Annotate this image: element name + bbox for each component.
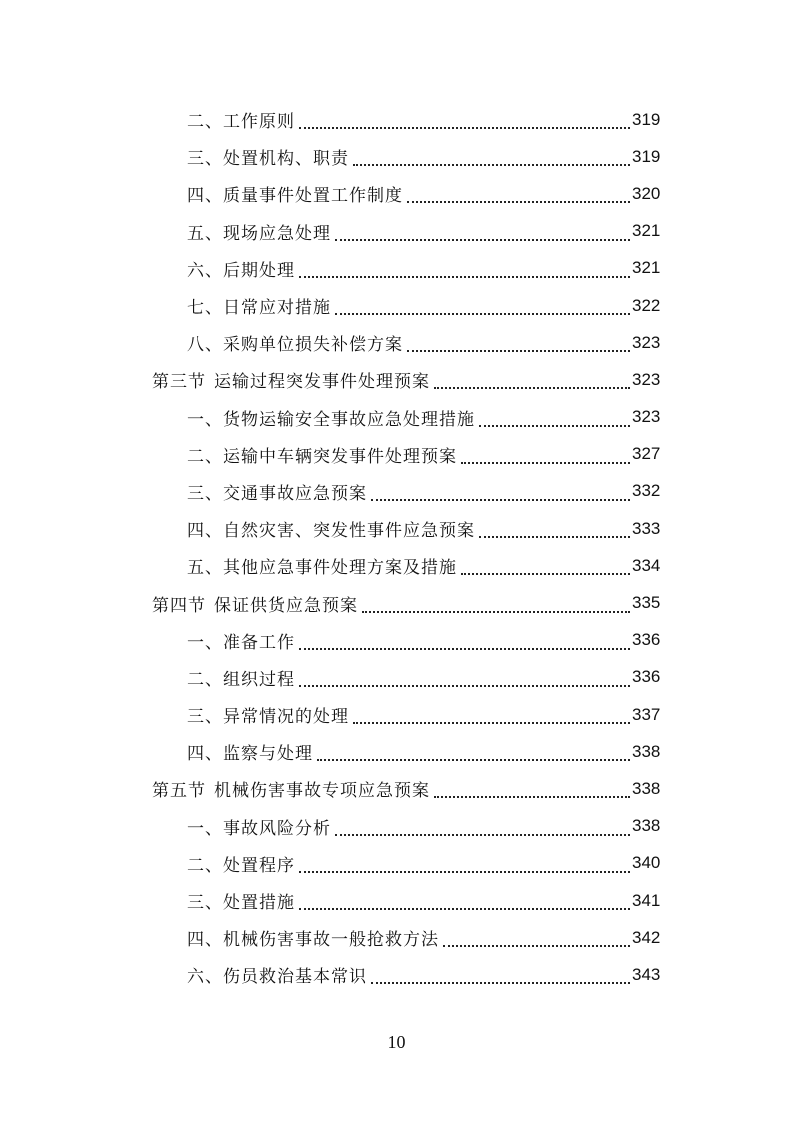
toc-entry-line (187, 888, 672, 913)
toc-entry-page: 338 (632, 741, 661, 761)
toc-entry-title: 机械伤害事故专项应急预案 (214, 781, 430, 802)
dot-leader (362, 610, 630, 613)
toc-entry[interactable] (0, 733, 793, 770)
toc-entry-line (187, 442, 672, 467)
toc-entry-page: 321 (632, 258, 661, 278)
toc-entry-number: 二、 (187, 446, 223, 467)
toc-entry-line (152, 776, 672, 801)
toc-entry[interactable] (0, 250, 793, 287)
toc-entry-number: 三、 (187, 707, 223, 728)
dot-leader (299, 684, 630, 687)
toc-entry-text (187, 888, 295, 913)
toc-entry-number: 八、 (187, 335, 223, 356)
toc-entry-page: 327 (632, 444, 661, 464)
dot-leader (407, 200, 630, 203)
toc-entry-page: 340 (632, 853, 661, 873)
toc-entry-line (187, 925, 672, 950)
toc-entry-number: 一、 (187, 818, 223, 839)
toc-entry[interactable] (0, 696, 793, 733)
toc-entry[interactable] (0, 287, 793, 324)
toc-entry[interactable] (0, 473, 793, 510)
toc-entry[interactable] (0, 101, 793, 138)
dot-leader (299, 275, 630, 278)
toc-entry-number: 六、 (187, 967, 223, 988)
toc-entry-page: 341 (632, 890, 661, 910)
toc-entry-line (187, 405, 672, 430)
toc-entry-text (187, 330, 403, 355)
toc-entry-number: 二、 (187, 855, 223, 876)
dot-leader (479, 535, 630, 538)
toc-entry-title: 其他应急事件处理方案及措施 (223, 558, 457, 579)
toc-entry-line (187, 330, 672, 355)
toc-entry-line (187, 181, 672, 206)
dot-leader (353, 163, 630, 166)
toc-entry-title: 交通事故应急预案 (223, 483, 367, 504)
toc-entry[interactable] (0, 882, 793, 919)
toc-entry-number: 四、 (187, 521, 223, 542)
toc-entry-number: 三、 (187, 483, 223, 504)
dot-leader (371, 981, 630, 984)
toc-entry[interactable] (0, 845, 793, 882)
toc-entry[interactable] (0, 622, 793, 659)
toc-entry[interactable] (0, 547, 793, 584)
toc-entry-page: 336 (632, 667, 661, 687)
dot-leader (335, 238, 630, 241)
toc-entry[interactable] (0, 510, 793, 547)
toc-entry-line (187, 665, 672, 690)
dot-leader (461, 572, 630, 575)
toc-entry-text (187, 181, 403, 206)
toc-entry-text (187, 925, 439, 950)
dot-leader (479, 424, 630, 427)
toc-entry-number: 二、 (187, 669, 223, 690)
toc-entry-text (187, 962, 367, 987)
dot-leader (434, 795, 630, 798)
toc-entry-title: 运输中车辆突发事件处理预案 (223, 446, 457, 467)
toc-entry-page: 321 (632, 221, 661, 241)
toc-entry-number: 五、 (187, 223, 223, 244)
toc-entry-text (187, 665, 295, 690)
toc-entry-text (187, 516, 475, 541)
toc-entry-line (187, 739, 672, 764)
toc-entry-title: 伤员救治基本常识 (223, 967, 367, 988)
toc-entry[interactable] (0, 138, 793, 175)
toc-entry-text (187, 702, 349, 727)
toc-entry-page: 343 (632, 964, 661, 984)
toc-entry-title: 处置措施 (223, 893, 295, 914)
toc-entry-page: 335 (632, 593, 661, 613)
toc-entry-number: 二、 (187, 112, 223, 133)
toc-entry-title: 采购单位损失补偿方案 (223, 335, 403, 356)
toc-entry-page: 332 (632, 481, 661, 501)
toc-entry-number: 五、 (187, 558, 223, 579)
toc-entry-number: 第四节 (152, 595, 206, 616)
toc-entry-text (187, 479, 367, 504)
toc-entry-title: 异常情况的处理 (223, 707, 349, 728)
toc-entry-page: 337 (632, 704, 661, 724)
dot-leader (299, 647, 630, 650)
toc-entry-title: 运输过程突发事件处理预案 (214, 372, 430, 393)
toc-entry[interactable] (0, 399, 793, 436)
toc-entry-page: 323 (632, 332, 661, 352)
toc-entry-text (187, 814, 331, 839)
toc-entry-page: 338 (632, 816, 661, 836)
toc-entry-line (187, 293, 672, 318)
toc-entry-number: 三、 (187, 893, 223, 914)
toc-entry-text (152, 591, 358, 616)
toc-entry[interactable] (0, 213, 793, 250)
toc-entry-number: 四、 (187, 744, 223, 765)
toc-entry-title: 机械伤害事故一般抢救方法 (223, 930, 439, 951)
toc-entry-title: 自然灾害、突发性事件应急预案 (223, 521, 475, 542)
toc-entry-page: 320 (632, 183, 661, 203)
toc-entry-text (187, 851, 295, 876)
toc-entry-number: 四、 (187, 930, 223, 951)
dot-leader (335, 833, 630, 836)
toc-entry-text (187, 293, 331, 318)
toc-entry-page: 336 (632, 630, 661, 650)
toc-entry-page: 334 (632, 555, 661, 575)
toc-entry-text (187, 256, 295, 281)
toc-entry-number: 一、 (187, 632, 223, 653)
toc-entry[interactable] (0, 956, 793, 993)
toc-entry-page: 323 (632, 407, 661, 427)
toc-entry-line (187, 814, 672, 839)
toc-entry-text (152, 776, 430, 801)
toc-entry-text (187, 553, 457, 578)
toc-entry-line (187, 219, 672, 244)
toc-entry-number: 一、 (187, 409, 223, 430)
toc-entry-line (187, 553, 672, 578)
toc-entry-title: 货物运输安全事故应急处理措施 (223, 409, 475, 430)
toc-entry-number: 三、 (187, 149, 223, 170)
toc-entry[interactable] (0, 175, 793, 212)
toc-section-entry[interactable] (0, 361, 793, 398)
toc-entry[interactable] (0, 324, 793, 361)
toc-entry-title: 现场应急处理 (223, 223, 331, 244)
toc-entry-page: 338 (632, 778, 661, 798)
dot-leader (461, 461, 630, 464)
toc-entry-line (187, 256, 672, 281)
toc-entry-title: 质量事件处置工作制度 (223, 186, 403, 207)
toc-entry-page: 319 (632, 146, 661, 166)
toc-entry-text (187, 144, 349, 169)
toc-entry-text (187, 107, 295, 132)
toc-entry-line (187, 702, 672, 727)
toc-entry[interactable] (0, 659, 793, 696)
toc-entry-line (187, 516, 672, 541)
dot-leader (353, 721, 630, 724)
toc-entry-title: 日常应对措施 (223, 298, 331, 319)
toc-entry-number: 六、 (187, 260, 223, 281)
toc-entry-text (187, 739, 313, 764)
toc-entry-number: 第五节 (152, 781, 206, 802)
toc-entry-title: 组织过程 (223, 669, 295, 690)
toc-entry-title: 监察与处理 (223, 744, 313, 765)
toc-entry-text (187, 442, 457, 467)
page-number: 10 (387, 1032, 406, 1052)
toc-entry-title: 处置机构、职责 (223, 149, 349, 170)
toc-entry-title: 后期处理 (223, 260, 295, 281)
toc-entry-line (187, 851, 672, 876)
dot-leader (407, 349, 630, 352)
toc-entry-number: 七、 (187, 298, 223, 319)
toc-entry-line (187, 962, 672, 987)
toc-entry-line (152, 367, 672, 392)
toc-entry-page: 319 (632, 109, 661, 129)
toc-entry-line (187, 628, 672, 653)
dot-leader (317, 758, 630, 761)
dot-leader (335, 312, 630, 315)
dot-leader (371, 498, 630, 501)
toc-entry[interactable] (0, 436, 793, 473)
toc-entry-page: 322 (632, 295, 661, 315)
toc-section-entry[interactable] (0, 770, 793, 807)
dot-leader (299, 907, 630, 910)
toc-entry-text (187, 219, 331, 244)
toc-section-entry[interactable] (0, 584, 793, 621)
toc-entry-line (187, 107, 672, 132)
toc-entry-text (187, 405, 475, 430)
toc-entry-page: 333 (632, 518, 661, 538)
toc-entry-text (152, 367, 430, 392)
toc-entry-title: 工作原则 (223, 112, 295, 133)
dot-leader (443, 944, 630, 947)
toc-entry-line (187, 144, 672, 169)
toc-entry-page: 323 (632, 369, 661, 389)
table-of-contents (0, 101, 793, 994)
dot-leader (299, 126, 630, 129)
toc-entry-title: 事故风险分析 (223, 818, 331, 839)
toc-entry-line (152, 591, 672, 616)
toc-entry[interactable] (0, 808, 793, 845)
toc-entry-text (187, 628, 295, 653)
toc-entry-number: 第三节 (152, 372, 206, 393)
dot-leader (299, 870, 630, 873)
toc-entry[interactable] (0, 919, 793, 956)
toc-entry-title: 保证供货应急预案 (214, 595, 358, 616)
toc-entry-page: 342 (632, 927, 661, 947)
toc-entry-title: 准备工作 (223, 632, 295, 653)
toc-entry-number: 四、 (187, 186, 223, 207)
toc-entry-title: 处置程序 (223, 855, 295, 876)
toc-entry-line (187, 479, 672, 504)
dot-leader (434, 386, 630, 389)
